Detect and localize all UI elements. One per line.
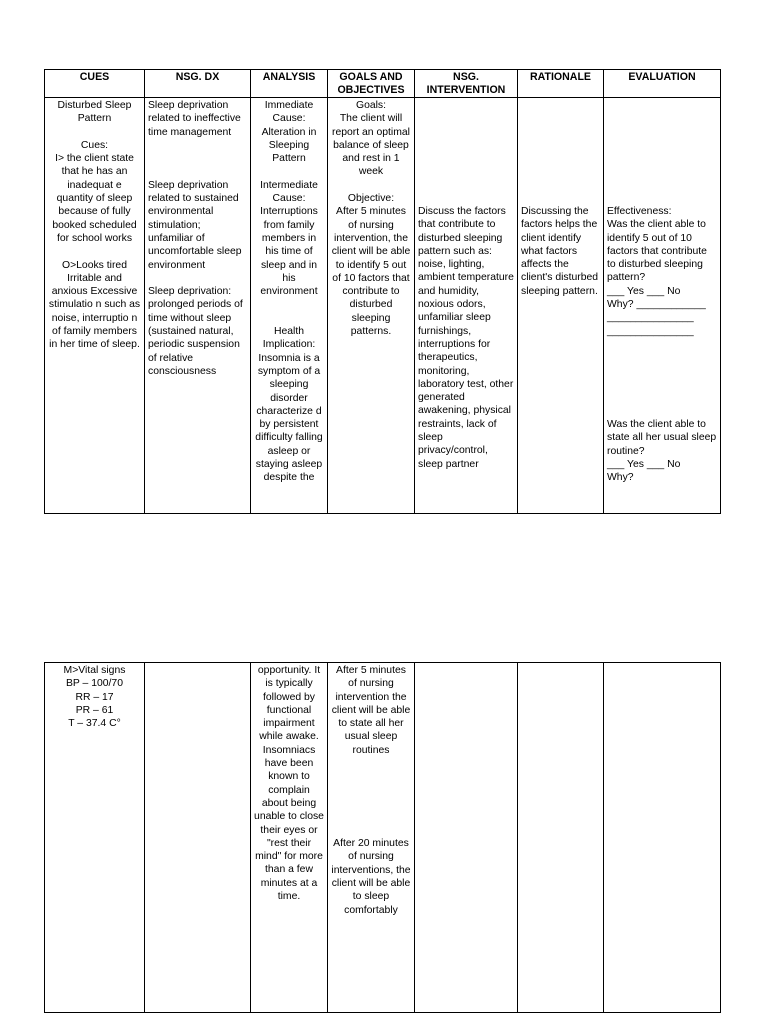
header-evaluation: EVALUATION	[604, 70, 721, 98]
rationale-cell	[518, 98, 604, 514]
rationale-cell	[518, 663, 604, 1013]
header-analysis: ANALYSIS	[251, 70, 328, 98]
evaluation-cell	[604, 98, 721, 514]
cues-pr: PR – 61	[75, 704, 114, 716]
intervention-1: Discuss the factors that contribute to disturbed sleeping pattern such as: noise, lighting, ambient temperature and humidity, noxious odors, unfamiliar sleep furnishings, interruptions for therapeutics, monitoring, laboratory test, other generated awakening, physical restraints, lack of sleep privacy/control, sleep partner	[418, 206, 514, 470]
nsg-dx-1: Sleep deprivation related to ineffective time management	[148, 100, 241, 138]
eval-why-2: Why?	[607, 472, 634, 484]
cues-label: Cues:	[80, 139, 109, 151]
cues-temp: T – 37.4 C°	[68, 718, 121, 730]
goals-cell	[328, 663, 415, 1013]
nsg-dx-cell	[145, 663, 251, 1013]
table-row	[45, 98, 721, 514]
goals-label: Goals:	[355, 100, 387, 111]
cues-cell	[45, 663, 145, 1013]
header-nsg-dx: NSG. DX	[145, 70, 251, 98]
eval-yes-no-1: ___ Yes ___ No	[607, 285, 681, 297]
eval-yes-no-2: ___ Yes ___ No	[607, 458, 681, 470]
analysis-cell	[251, 663, 328, 1013]
objective-text: After 5 minutes of nursing intervention, the client will be able to identify 5 out of 10 factors that contribute to disturbed sleeping patterns.	[331, 206, 411, 338]
eval-question-1: Was the client able to identify 5 out of 10 factors that contribute to disturbed sleeping pattern?	[607, 219, 707, 284]
eval-blank-line: _______________	[607, 312, 694, 324]
eval-why-1: Why? ____________	[607, 299, 706, 311]
header-row	[45, 70, 721, 98]
analysis-intermediate: Intermediate Cause: Interruptions from family members in his time of sleep and in his environment	[260, 179, 318, 298]
care-plan-table-1	[44, 69, 721, 514]
eval-blank-line: _______________	[607, 325, 694, 337]
cues-bp: BP – 100/70	[65, 678, 123, 690]
cues-cell	[45, 98, 145, 514]
header-intervention: NSG. INTERVENTION	[415, 70, 518, 98]
nsg-dx-cell	[145, 98, 251, 514]
rationale-1: Discussing the factors helps the client identify what factors affects the client's disturbed sleeping pattern.	[521, 206, 599, 297]
eval-question-2: Was the client able to state all her usual sleep routine?	[607, 418, 717, 457]
analysis-immediate: Immediate Cause: Alteration in Sleeping Pattern	[261, 100, 317, 165]
cues-title: Disturbed Sleep Pattern	[57, 100, 132, 125]
care-plan-table-2	[44, 662, 721, 1013]
header-goals: GOALS AND OBJECTIVES	[328, 70, 415, 98]
intervention-cell	[415, 98, 518, 514]
intervention-cell	[415, 663, 518, 1013]
header-rationale: RATIONALE	[518, 70, 604, 98]
cues-objective: O>Looks tired Irritable and anxious Excessive stimulatio n such as noise, interruptio n of family members in her time of sleep.	[48, 259, 141, 351]
analysis-health-implication: Health Implication: Insomnia is a symptom of a sleeping disorder characterize d by persistent difficulty falling asleep or staying asleep despite the	[255, 326, 323, 484]
header-cues: CUES	[45, 70, 145, 98]
cues-vitals-label: M>Vital signs	[63, 665, 126, 676]
goals-text: The client will report an optimal balance of sleep and rest in 1 week	[332, 113, 410, 178]
nsg-dx-2: Sleep deprivation related to sustained environmental stimulation; unfamiliar of uncomfortable sleep environment	[148, 179, 242, 271]
goals-objective-3: After 20 minutes of nursing interventions, the client will be able to sleep comfortably	[331, 838, 411, 916]
objective-label: Objective:	[347, 193, 395, 205]
analysis-cell	[251, 98, 328, 514]
cues-rr: RR – 17	[75, 691, 114, 703]
goals-objective-2: After 5 minutes of nursing intervention the client will be able to state all her usual sleep routines	[331, 665, 411, 756]
cues-subjective: I> the client state that he has an inadequat e quantity of sleep because of fully booked scheduled for school works	[52, 153, 137, 244]
table-row	[45, 663, 721, 1013]
goals-cell	[328, 98, 415, 514]
nsg-dx-3: Sleep deprivation: prolonged periods of time without sleep (sustained natural, periodic suspension of relative consciousness	[148, 286, 243, 377]
analysis-continued: opportunity. It is typically followed by functional impairment while awake. Insomniacs have been known to complain about being unable to close their eyes or "rest their mind" for more than a few minutes at a time.	[254, 665, 324, 903]
evaluation-cell	[604, 663, 721, 1013]
eval-effectiveness-label: Effectiveness:	[607, 206, 672, 217]
